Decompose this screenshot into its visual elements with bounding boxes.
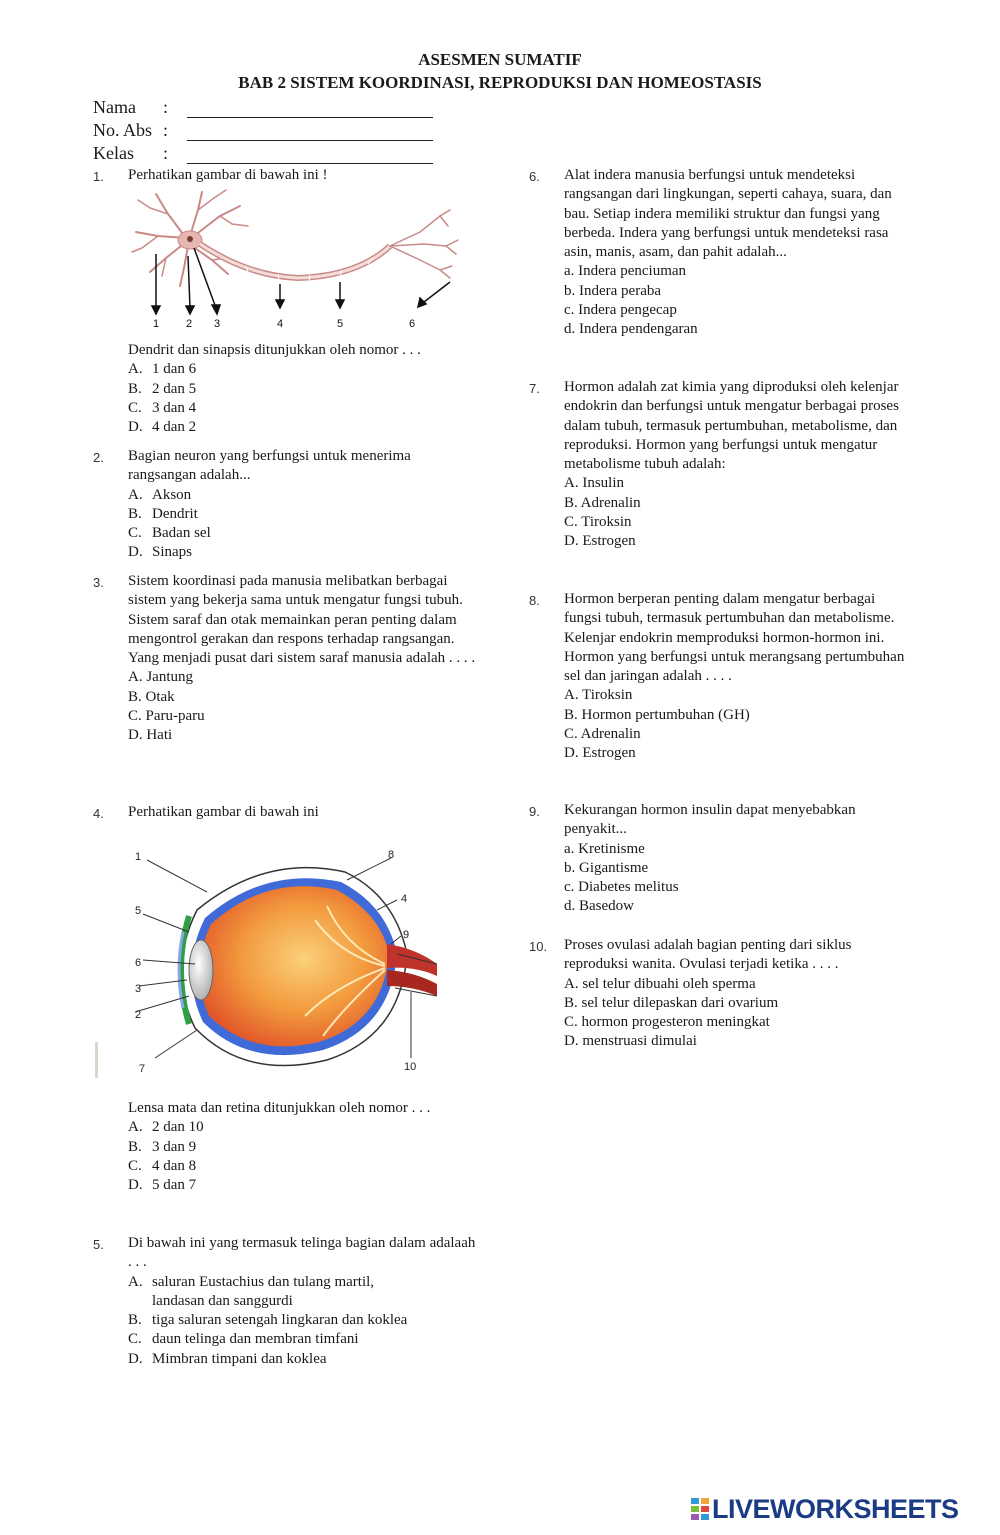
- option-d[interactable]: D. Sinaps: [128, 544, 193, 561]
- name-label: Nama: [93, 97, 136, 117]
- option-b[interactable]: B. Adrenalin: [564, 494, 641, 511]
- neuron-label-3: 3: [214, 318, 221, 330]
- eye-label-4: 4: [401, 893, 408, 905]
- abs-input-line[interactable]: [187, 124, 433, 141]
- eye-label-10: 10: [404, 1061, 417, 1073]
- question-number: 8.: [529, 593, 540, 608]
- abs-colon: :: [163, 120, 169, 140]
- option-d[interactable]: D. Estrogen: [564, 745, 636, 762]
- class-field-row: [93, 143, 433, 167]
- question-number: 3.: [93, 575, 104, 590]
- option-c[interactable]: c. Diabetes melitus: [564, 879, 679, 896]
- name-field-row: [93, 97, 433, 121]
- option-d[interactable]: D. 4 dan 2: [128, 419, 197, 436]
- question-8: [529, 590, 914, 764]
- eye-label-6: 6: [135, 957, 142, 969]
- question-number: 7.: [529, 381, 540, 396]
- option-c[interactable]: C. Adrenalin: [564, 726, 641, 743]
- question-stem: Kekurangan hormon insulin dapat menyebabkan penyakit...: [564, 802, 856, 838]
- question-stem: Hormon adalah zat kimia yang diproduksi oleh kelenjar endokrin dan berfungsi untuk mengatur berbagai proses dalam tubuh, termasuk pertumbuhan, metabolisme, dan reproduksi. Hormon yang berfungsi untuk mengatur metabolisme tubuh adalah:: [564, 379, 899, 473]
- option-c[interactable]: C. Tiroksin: [564, 514, 632, 531]
- class-label: Kelas: [93, 143, 134, 163]
- option-c[interactable]: C. hormon progesteron meningkat: [564, 1014, 770, 1031]
- question-number: 4.: [93, 806, 104, 821]
- question-1-body: [128, 341, 478, 437]
- question-3: [93, 572, 478, 746]
- question-stem: Lensa mata dan retina ditunjukkan oleh nomor . . .: [128, 1100, 431, 1116]
- question-number: 5.: [93, 1237, 104, 1252]
- question-number: 9.: [529, 804, 540, 819]
- question-4: [93, 803, 478, 822]
- class-input-line[interactable]: [187, 147, 433, 164]
- eye-label-9: 9: [403, 929, 410, 941]
- page-subtitle: BAB 2 SISTEM KOORDINASI, REPRODUKSI DAN HOMEOSTASIS: [238, 73, 762, 92]
- option-b[interactable]: B. 2 dan 5: [128, 380, 197, 397]
- option-a[interactable]: a. Indera penciuman: [564, 263, 687, 280]
- question-9: [529, 801, 914, 917]
- liveworksheets-logo-icon: [690, 1496, 710, 1524]
- option-c[interactable]: c. Indera pengecap: [564, 302, 677, 319]
- option-b[interactable]: B. tiga saluran setengah lingkaran dan koklea: [128, 1312, 408, 1329]
- liveworksheets-logo: [690, 1496, 990, 1526]
- option-a[interactable]: A. Tiroksin: [564, 687, 633, 704]
- class-colon: :: [163, 143, 169, 163]
- name-input-line[interactable]: [187, 101, 433, 118]
- neuron-figure: [128, 186, 473, 332]
- question-5: [93, 1234, 478, 1369]
- eye-label-7: 7: [139, 1063, 146, 1075]
- question-intro: Perhatikan gambar di bawah ini: [128, 804, 319, 820]
- question-1: [93, 166, 478, 185]
- question-stem: Hormon berperan penting dalam mengatur berbagai fungsi tubuh, termasuk pertumbuhan dan metabolisme. Kelenjar endokrin memproduksi hormon-hormon ini. Hormon yang berfungsi untuk merangsang pertumbuhan sel dan jaringan adalah . . . .: [564, 591, 905, 685]
- question-stem: Dendrit dan sinapsis ditunjukkan oleh nomor . . .: [128, 342, 421, 358]
- option-d[interactable]: d. Basedow: [564, 898, 634, 915]
- question-stem: Di bawah ini yang termasuk telinga bagian dalam adalaah . . .: [128, 1235, 476, 1271]
- option-c[interactable]: C. Badan sel: [128, 525, 211, 542]
- option-a[interactable]: A. saluran Eustachius dan tulang martil, landasan dan sanggurdi: [128, 1273, 375, 1309]
- question-4-body: [128, 1099, 478, 1195]
- question-2: [93, 447, 478, 563]
- question-7: [529, 378, 914, 552]
- question-number: 10.: [529, 939, 548, 954]
- question-stem: Alat indera manusia berfungsi untuk mendeteksi rangsangan dari lingkungan, seperti cahaya, suara, dan bau. Setiap indera memiliki struktur dan fungsi yang berbeda. Indera yang berfungsi untuk mendeteksi rasa asin, manis, asam, dan pahit adalah...: [564, 167, 892, 261]
- option-a[interactable]: A. sel telur dibuahi oleh sperma: [564, 975, 756, 992]
- eye-label-2: 2: [135, 1009, 142, 1021]
- option-d[interactable]: D. 5 dan 7: [128, 1177, 197, 1194]
- option-d[interactable]: D. Hati: [128, 727, 173, 744]
- neuron-label-2: 2: [186, 318, 193, 330]
- eye-label-8: 8: [388, 849, 395, 861]
- question-stem: Bagian neuron yang berfungsi untuk menerima rangsangan adalah...: [128, 448, 411, 484]
- option-b[interactable]: b. Gigantisme: [564, 859, 649, 876]
- abs-field-row: [93, 120, 433, 144]
- question-stem: Proses ovulasi adalah bagian penting dari siklus reproduksi wanita. Ovulasi terjadi ketika . . . .: [564, 937, 852, 973]
- liveworksheets-logo-text: LIVEWORKSHEETS: [712, 1494, 959, 1524]
- neuron-label-4: 4: [277, 318, 284, 330]
- option-d[interactable]: D. menstruasi dimulai: [564, 1033, 697, 1050]
- option-b[interactable]: B. Dendrit: [128, 505, 198, 522]
- option-d[interactable]: d. Indera pendengaran: [564, 321, 698, 338]
- option-d[interactable]: D. Mimbran timpani dan koklea: [128, 1350, 327, 1367]
- option-c[interactable]: C. 4 dan 8: [128, 1157, 197, 1174]
- question-number: 6.: [529, 169, 540, 184]
- question-6: [529, 166, 914, 340]
- eye-label-5: 5: [135, 905, 142, 917]
- option-b[interactable]: b. Indera peraba: [564, 282, 662, 299]
- page-title: ASESMEN SUMATIF: [418, 50, 582, 69]
- option-c[interactable]: C. 3 dan 4: [128, 399, 197, 416]
- option-b[interactable]: B. 3 dan 9: [128, 1138, 197, 1155]
- neuron-label-5: 5: [337, 318, 344, 330]
- eye-label-1: 1: [135, 851, 142, 863]
- option-c[interactable]: C. daun telinga dan membran timfani: [128, 1331, 359, 1348]
- question-stem: Sistem koordinasi pada manusia melibatkan berbagai sistem yang bekerja sama untuk mengatur fungsi tubuh. Sistem saraf dan otak memainkan peran penting dalam mengontrol gerakan dan respons terhadap rangsangan. Yang menjadi pusat dari sistem saraf manusia adalah . . . .: [128, 573, 476, 667]
- question-10: [529, 936, 914, 1052]
- eye-label-3: 3: [135, 983, 142, 995]
- option-a[interactable]: A. Akson: [128, 486, 192, 503]
- abs-label: No. Abs: [93, 120, 153, 140]
- option-a[interactable]: A. 1 dan 6: [128, 361, 197, 378]
- option-b[interactable]: B. Otak: [128, 688, 175, 705]
- option-a[interactable]: A. Jantung: [128, 669, 193, 686]
- option-a[interactable]: A. Insulin: [564, 475, 624, 492]
- neuron-label-6: 6: [409, 318, 416, 330]
- option-a[interactable]: a. Kretinisme: [564, 840, 645, 857]
- option-b[interactable]: B. Hormon pertumbuhan (GH): [564, 706, 750, 723]
- neuron-label-1: 1: [153, 318, 160, 330]
- eye-figure: [95, 836, 445, 1081]
- question-intro: Perhatikan gambar di bawah ini !: [128, 167, 328, 183]
- option-c[interactable]: C. Paru-paru: [128, 708, 205, 725]
- option-a[interactable]: A. 2 dan 10: [128, 1119, 204, 1136]
- question-number: 1.: [93, 169, 104, 184]
- option-b[interactable]: B. sel telur dilepaskan dari ovarium: [564, 994, 779, 1011]
- option-d[interactable]: D. Estrogen: [564, 533, 636, 550]
- question-number: 2.: [93, 450, 104, 465]
- name-colon: :: [163, 97, 169, 117]
